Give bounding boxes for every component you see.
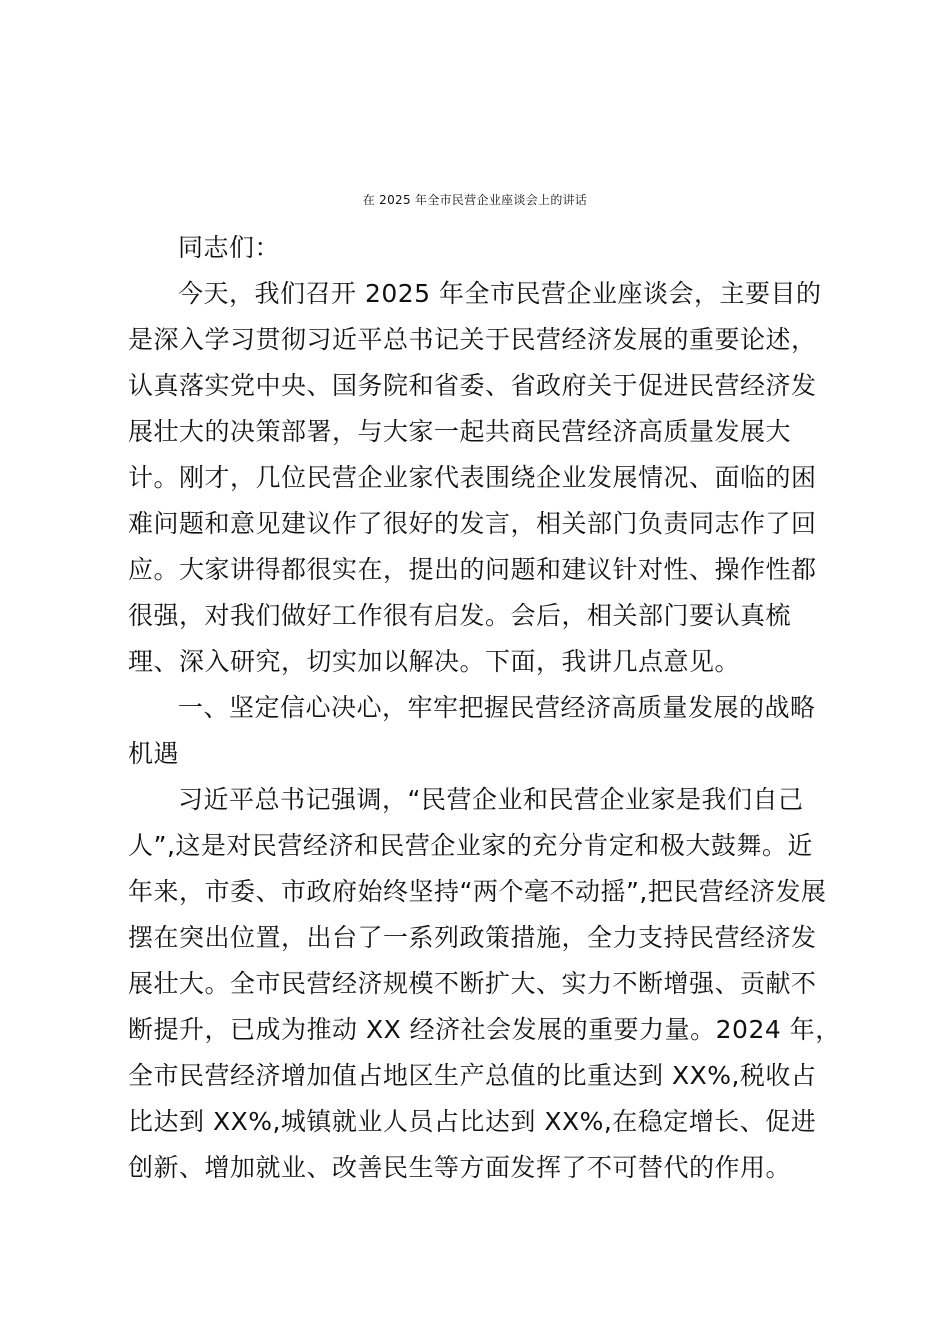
paragraph-line: 全市民营经济增加值占地区生产总值的比重达到 XX%,税收占 (128, 1061, 817, 1090)
paragraph-line: 断提升，已成为推动 XX 经济社会发展的重要力量。2024 年， (128, 1015, 841, 1044)
paragraph-line: 人”,这是对民营经济和民营企业家的充分肯定和极大鼓舞。近 (128, 831, 813, 860)
paragraph-line: 很强，对我们做好工作很有启发。会后，相关部门要认真梳 (128, 601, 792, 630)
section-heading: 一、坚定信心决心，牢牢把握民营经济高质量发展的战略 (178, 693, 816, 722)
document-title: 在 2025 年全市民营企业座谈会上的讲话 (362, 193, 588, 207)
paragraph-line: 习近平总书记强调，“民营企业和民营企业家是我们自己 (178, 785, 804, 814)
paragraph-line: 创新、增加就业、改善民生等方面发挥了不可替代的作用。 (128, 1153, 792, 1182)
paragraph-line: 展壮大的决策部署，与大家一起共商民营经济高质量发展大 (128, 417, 792, 446)
paragraph-line: 比达到 XX%,城镇就业人员占比达到 XX%,在稳定增长、促进 (128, 1107, 817, 1136)
salutation: 同志们： (178, 233, 281, 262)
paragraph-line: 应。大家讲得都很实在，提出的问题和建议针对性、操作性都 (128, 555, 817, 584)
paragraph-line: 摆在突出位置，出台了一系列政策措施，全力支持民营经济发 (128, 923, 817, 952)
section-heading: 机遇 (128, 739, 180, 768)
paragraph-line: 认真落实党中央、国务院和省委、省政府关于促进民营经济发 (128, 371, 817, 400)
paragraph-line: 理、深入研究，切实加以解决。下面，我讲几点意见。 (128, 647, 741, 676)
paragraph-line: 难问题和意见建议作了很好的发言，相关部门负责同志作了回 (128, 509, 817, 538)
paragraph-line: 年来，市委、市政府始终坚持“两个毫不动摇”,把民营经济发展 (128, 877, 827, 906)
paragraph-line: 是深入学习贯彻习近平总书记关于民营经济发展的重要论述， (128, 325, 817, 354)
paragraph-line: 今天，我们召开 2025 年全市民营企业座谈会，主要目的 (178, 279, 822, 308)
paragraph-line: 展壮大。全市民营经济规模不断扩大、实力不断增强、贡献不 (128, 969, 817, 998)
paragraph-line: 计。刚才，几位民营企业家代表围绕企业发展情况、面临的困 (128, 463, 817, 492)
